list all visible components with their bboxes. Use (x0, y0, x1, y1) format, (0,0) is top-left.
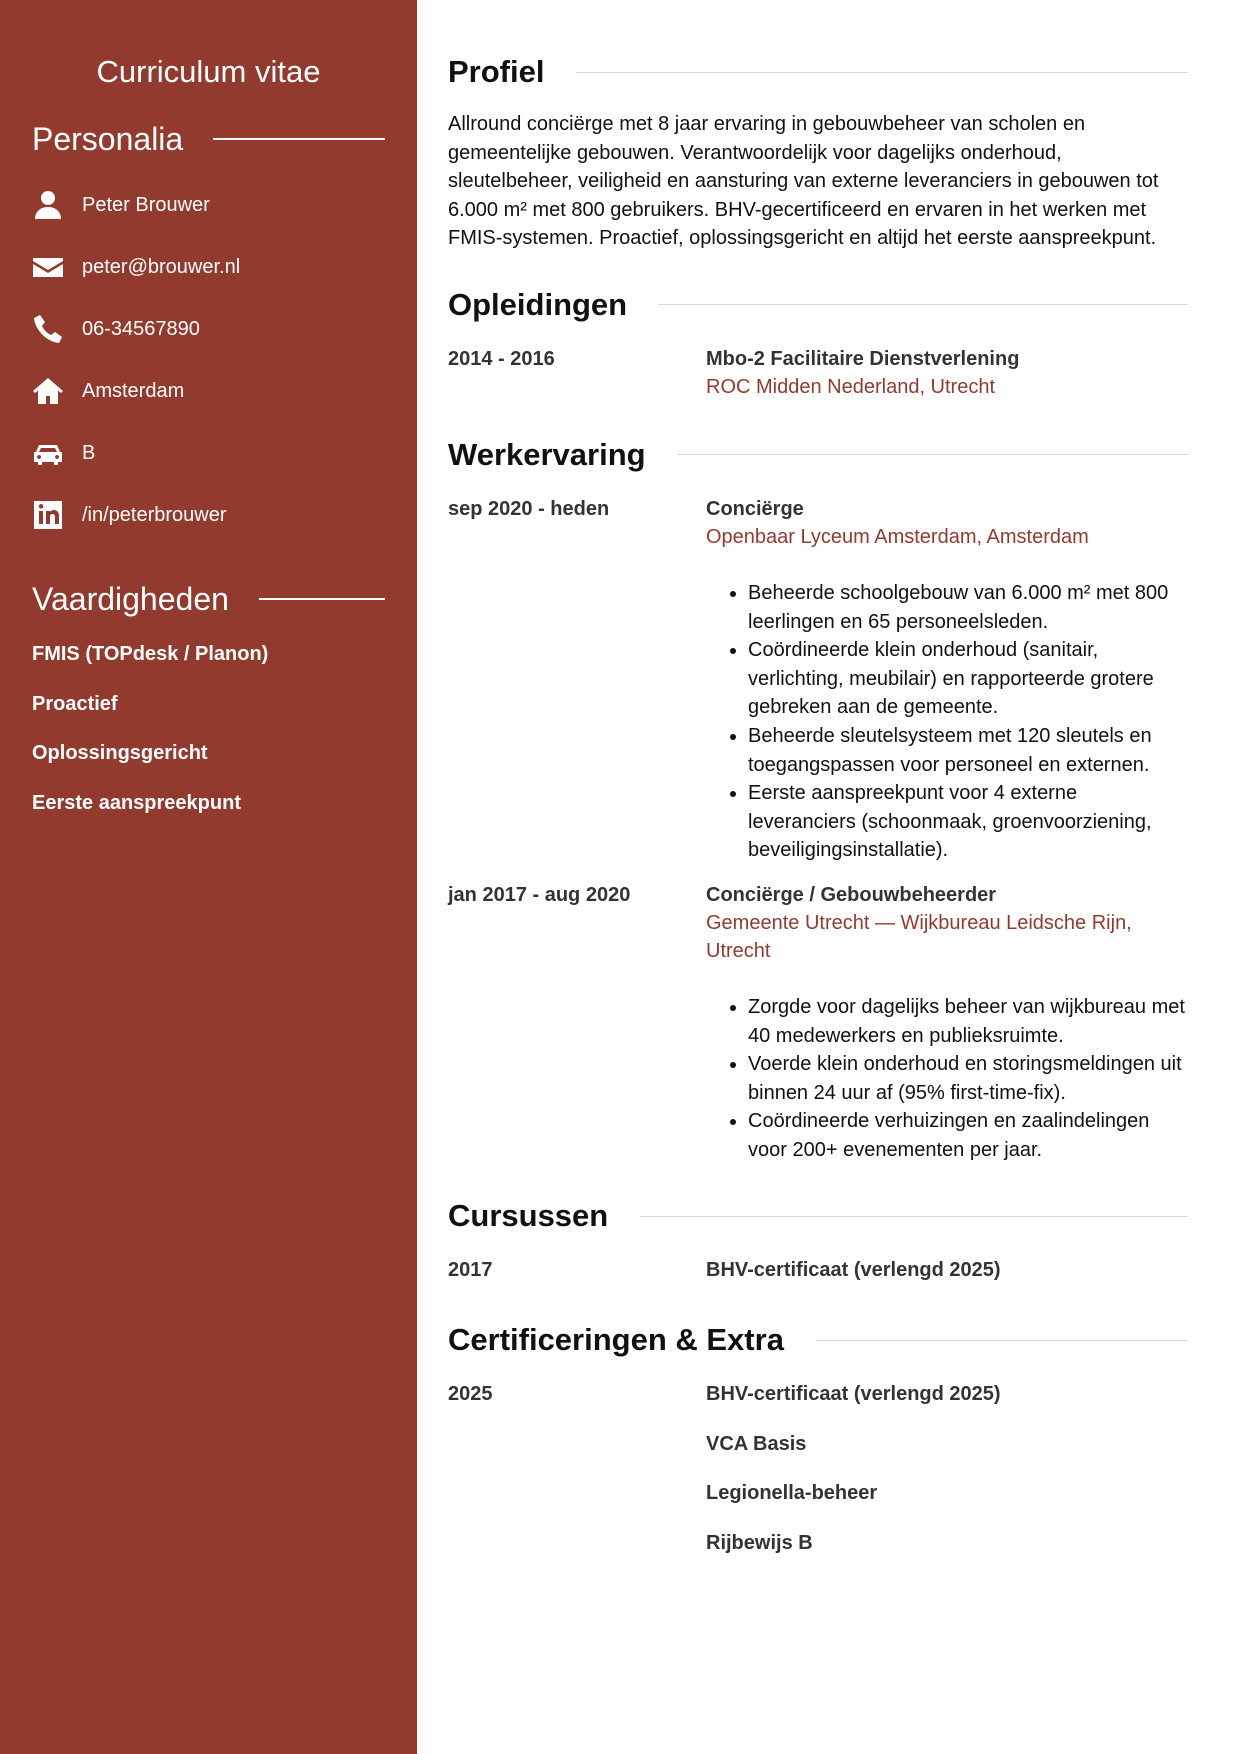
personalia-heading (32, 120, 385, 158)
contact-list (32, 174, 385, 546)
heading-rule (576, 72, 1188, 73)
envelope-icon (32, 251, 64, 283)
contact-phone (32, 298, 385, 360)
course-entry (448, 1256, 1188, 1284)
education-entry (448, 345, 1188, 401)
contact-label: Amsterdam (82, 379, 185, 402)
entry-date: sep 2020 - heden (448, 497, 610, 520)
contact-license (32, 422, 385, 484)
car-icon (32, 437, 64, 469)
heading-rule (659, 304, 1188, 305)
heading-rule (640, 1216, 1188, 1217)
bullet-item: • Zorgde voor dagelijks beheer van wijkbureau met 40 medewerkers en publieksruimte. (748, 993, 1188, 1050)
bullet-item: • Coördineerde verhuizingen en zaalindelingen voor 200+ evenementen per jaar. (748, 1107, 1188, 1164)
bullet-item: • Beheerde sleutelsysteem met 120 sleutels en toegangspassen voor personeel en externen. (748, 722, 1188, 779)
courses-heading (448, 1198, 1188, 1234)
heading-rule (213, 138, 385, 140)
person-icon (32, 189, 64, 221)
bullet-item: • Eerste aanspreekpunt voor 4 externe leveranciers (schoonmaak, groenvoorziening, beveiligingsinstallatie). (748, 779, 1188, 865)
profile-heading (448, 54, 1188, 90)
entry-title: Conciërge / Gebouwbeheerder (706, 883, 997, 906)
contact-name (32, 174, 385, 236)
contact-label: /in/peterbrouwer (82, 503, 227, 526)
profile-heading-text: Profiel (448, 54, 545, 89)
certification-item: VCA Basis (706, 1432, 807, 1455)
contact-label: 06-34567890 (82, 317, 200, 340)
experience-heading (448, 437, 1188, 473)
skill-item: FMIS (TOPdesk / Planon) (32, 643, 269, 665)
skill-list (32, 642, 385, 840)
entry-organization: Openbaar Lyceum Amsterdam, Amsterdam (706, 525, 1089, 548)
courses-heading-text: Cursussen (448, 1198, 609, 1234)
certification-item: Legionella-beheer (706, 1482, 878, 1505)
experience-heading-text: Werkervaring (448, 436, 646, 472)
entry-date: 2025 (448, 1383, 493, 1406)
phone-icon (32, 313, 64, 345)
experience-entry (448, 495, 1188, 865)
entry-organization: Gemeente Utrecht — Wijkbureau Leidsche Rijn, Utrecht (706, 911, 1132, 962)
skills-heading (32, 580, 385, 618)
heading-rule (816, 1340, 1188, 1341)
sidebar (0, 0, 417, 1754)
entry-date: 2017 (448, 1259, 493, 1282)
education-heading (448, 287, 1188, 323)
entry-body (706, 495, 1188, 865)
certifications-heading (448, 1322, 1188, 1358)
contact-linkedin (32, 484, 385, 546)
entry-body (706, 1380, 1188, 1578)
entry-body (706, 1256, 1188, 1284)
certification-item: Rijbewijs B (706, 1531, 813, 1554)
certifications-heading-text: Certificeringen & Extra (448, 1322, 784, 1358)
home-icon (32, 375, 64, 407)
entry-bullets (706, 579, 1188, 865)
main-content (448, 0, 1188, 1578)
entry-title: Mbo-2 Facilitaire Dienstverlening (706, 347, 1020, 370)
entry-bullets (706, 993, 1188, 1165)
skill-item: Eerste aanspreekpunt (32, 791, 241, 814)
education-heading-text: Opleidingen (448, 286, 628, 322)
certification-entry (448, 1380, 1188, 1578)
contact-label: B (82, 441, 96, 464)
skill-item: Proactief (32, 692, 118, 715)
entry-date: 2014 - 2016 (448, 347, 555, 370)
contact-city (32, 360, 385, 422)
contact-email (32, 236, 385, 298)
entry-organization: ROC Midden Nederland, Utrecht (706, 375, 996, 398)
bullet-item: • Coördineerde klein onderhoud (sanitair, verlichting, meubilair) en rapporteerde grotere gebreken aan de gemeente. (748, 636, 1188, 722)
experience-entry (448, 881, 1188, 1165)
personalia-heading-text: Personalia (32, 121, 184, 157)
entry-body (706, 345, 1188, 401)
skill-item: Oplossingsgericht (32, 742, 208, 764)
entry-body (706, 881, 1188, 1165)
contact-label: Peter Brouwer (82, 193, 210, 216)
contact-label: peter@brouwer.nl (82, 255, 241, 278)
entry-title: Conciërge (706, 497, 804, 520)
heading-rule (678, 454, 1188, 455)
linkedin-icon (32, 499, 64, 531)
skills-heading-text: Vaardigheden (32, 581, 229, 617)
entry-title: BHV-certificaat (verlengd 2025) (706, 1259, 1001, 1282)
certification-item: BHV-certificaat (verlengd 2025) (706, 1383, 1001, 1406)
bullet-item: • Beheerde schoolgebouw van 6.000 m² met 800 leerlingen en 65 personeelsleden. (748, 579, 1188, 636)
bullet-item: • Voerde klein onderhoud en storingsmeldingen uit binnen 24 uur af (95% first-time-fix). (748, 1050, 1188, 1107)
profile-text: Allround conciërge met 8 jaar ervaring in gebouwbeheer van scholen en gemeentelijke gebouwen. Verantwoordelijk voor dagelijks onderhoud, sleutelbeheer, veiligheid en aansturing van externe leveranciers in gebouwen tot 6.000 m² met 800 gebruikers. BHV-gecertificeerd en ervaren in het werken met FMIS-systemen. Proactief, oplossingsgericht en altijd het eerste aanspreekpunt. (448, 113, 1159, 250)
entry-date: jan 2017 - aug 2020 (448, 883, 631, 906)
heading-rule (259, 598, 385, 600)
document-title: Curriculum vitae (96, 54, 321, 89)
